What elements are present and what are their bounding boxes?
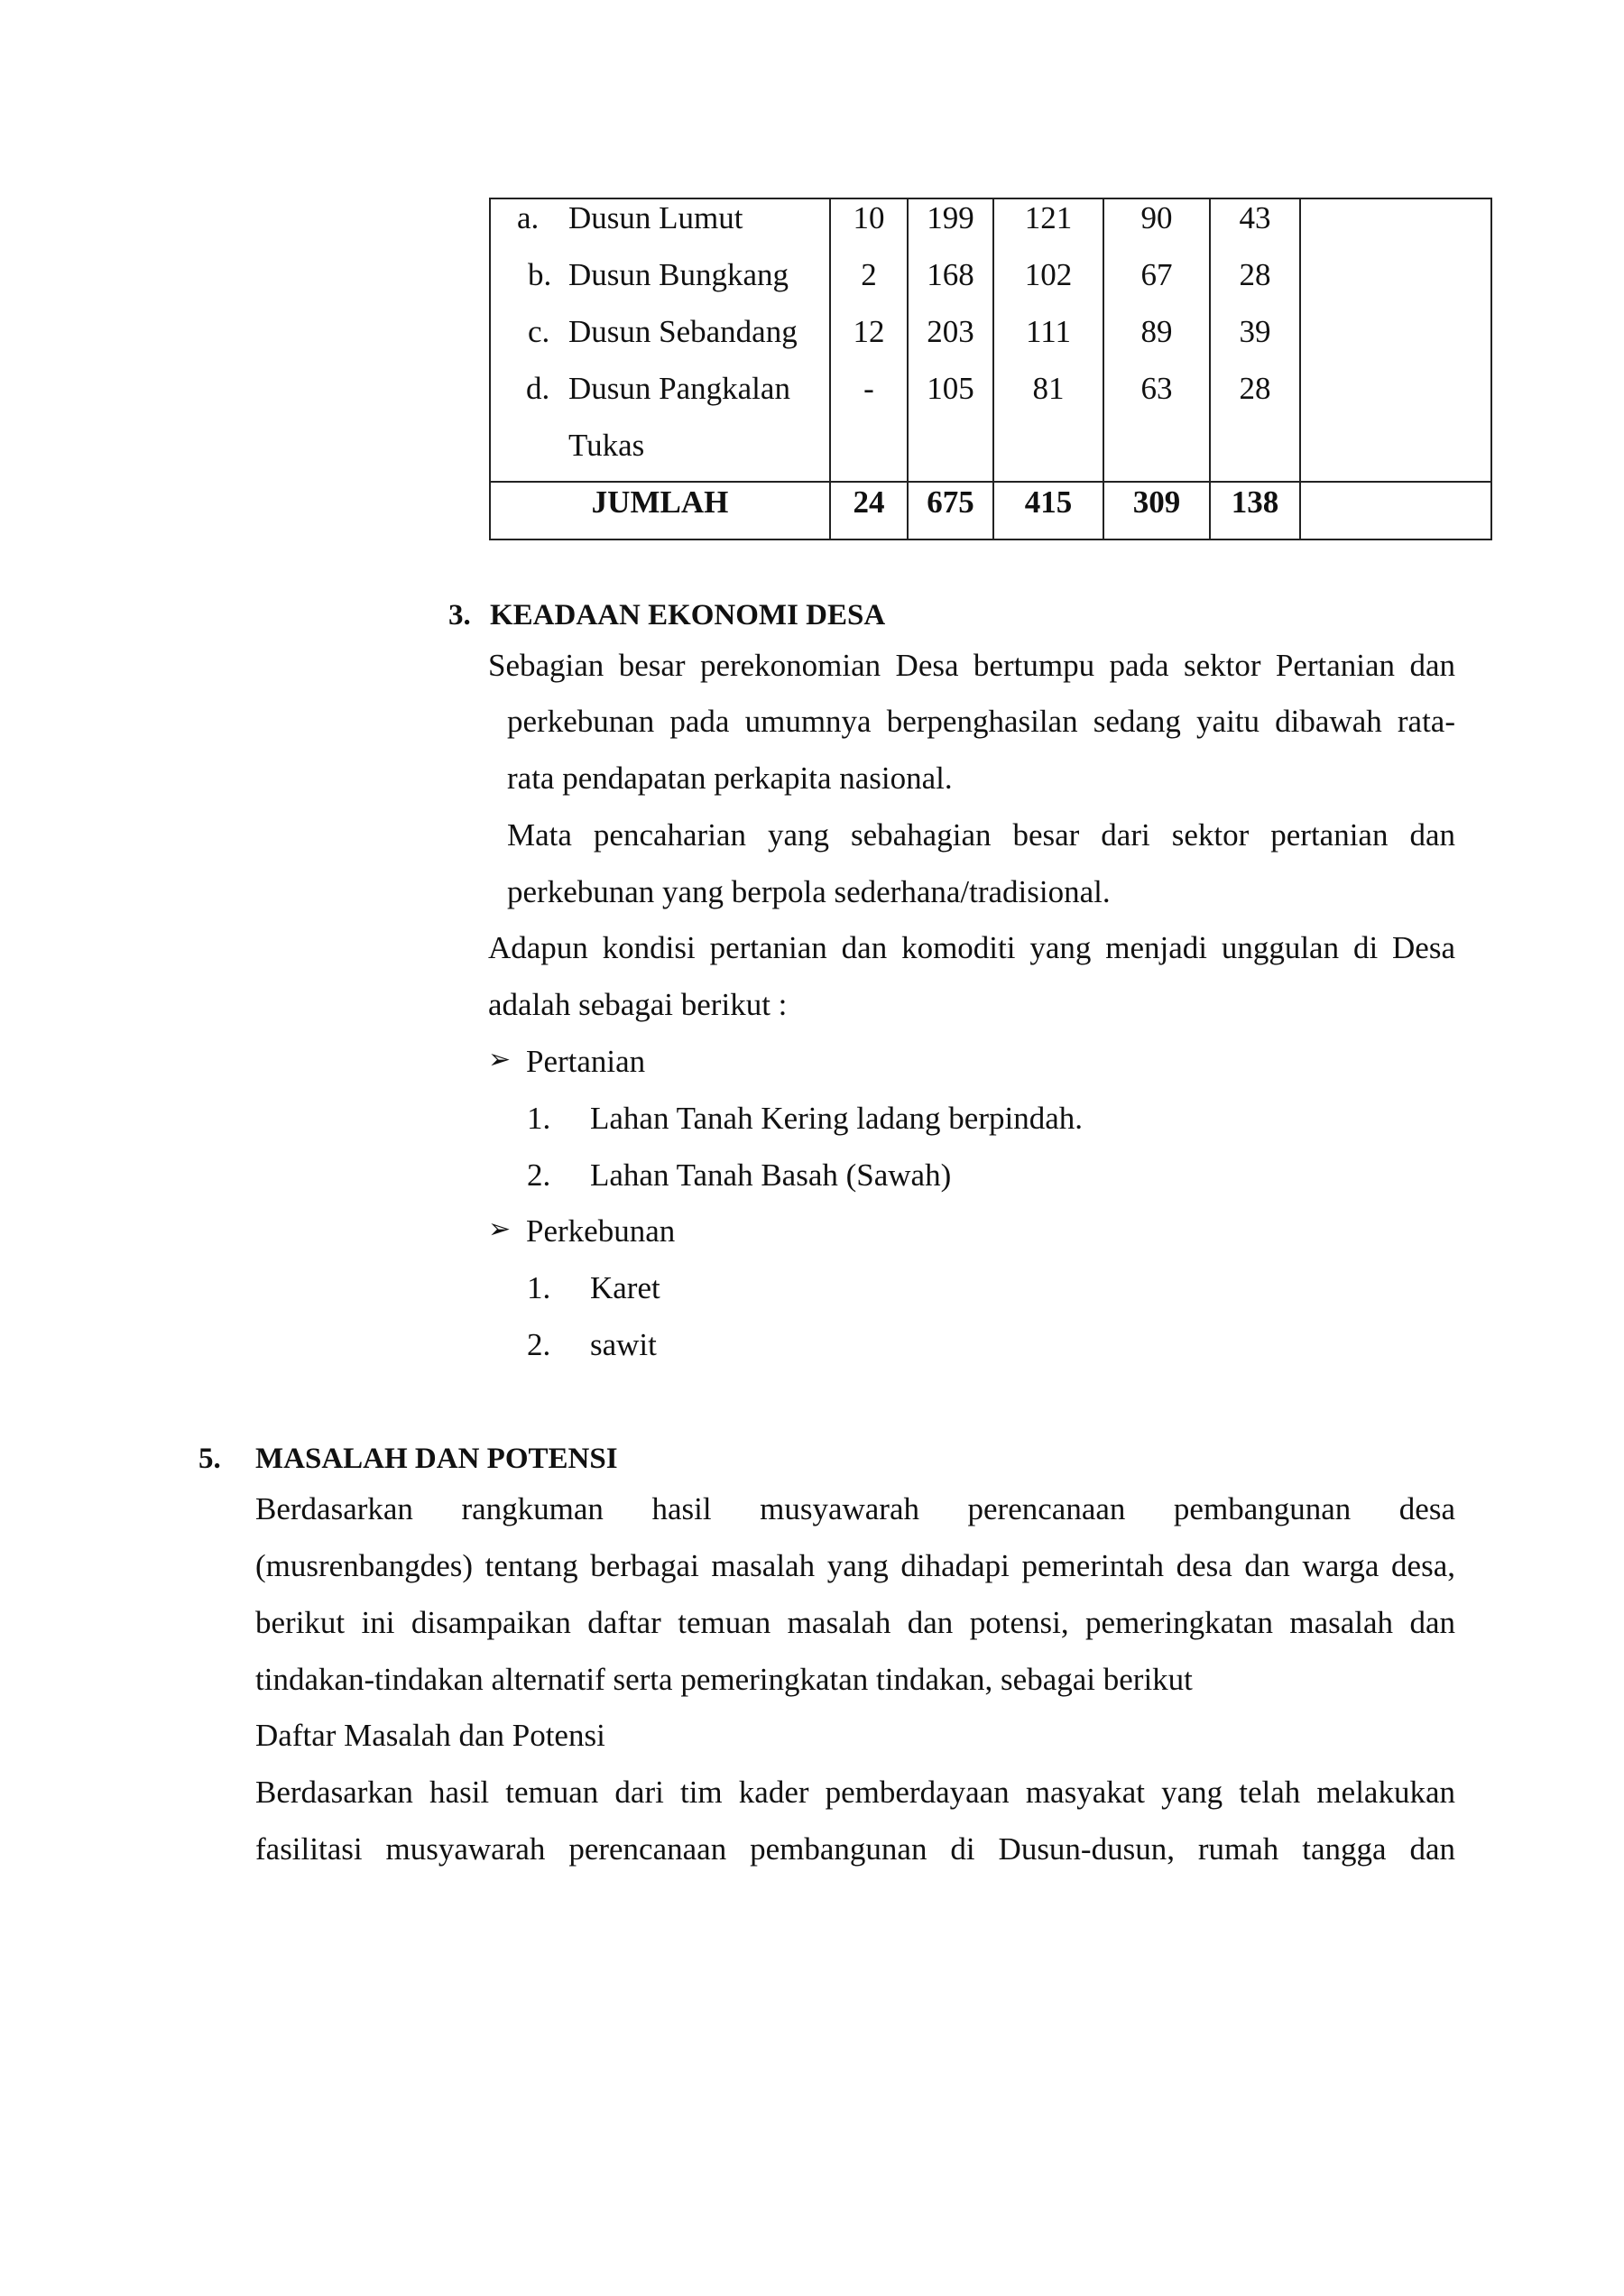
table-cell: 67 xyxy=(1140,257,1173,292)
paragraph-line: Berdasarkan hasil temuan dari tim kader pemberdayaan masyakat yang telah melakukan xyxy=(255,1775,1455,1810)
list-item-number: 2. xyxy=(527,1157,551,1193)
list-item-number: 2. xyxy=(527,1327,551,1362)
table-divider xyxy=(1299,198,1301,540)
list-item: Lahan Tanah Kering ladang berpindah. xyxy=(590,1101,1084,1136)
table-cell: 12 xyxy=(853,314,885,349)
table-cell: 309 xyxy=(1132,484,1181,520)
paragraph-line: Berdasarkan rangkuman hasil musyawarah perencanaan pembangunan desa xyxy=(255,1491,1455,1526)
table-cell: 415 xyxy=(1024,484,1073,520)
table-cell: 199 xyxy=(927,200,974,235)
table-cell: 138 xyxy=(1231,484,1279,520)
table-cell: 24 xyxy=(853,484,885,520)
row-name: Dusun Pangkalan xyxy=(568,371,790,406)
arrow-bullet-icon: ➢ xyxy=(488,1213,512,1245)
table-cell: 168 xyxy=(927,257,974,292)
paragraph-line: perkebunan pada umumnya berpenghasilan sedang yaitu dibawah rata- xyxy=(507,704,1455,739)
table-cell: 203 xyxy=(927,314,974,349)
section-title: MASALAH DAN POTENSI xyxy=(255,1443,618,1475)
list-item-number: 1. xyxy=(527,1101,551,1136)
table-cell: 121 xyxy=(1024,200,1073,235)
bullet-label: Perkebunan xyxy=(526,1213,676,1249)
row-letter: d. xyxy=(526,371,550,406)
table-cell: 2 xyxy=(861,257,877,292)
table-cell: 28 xyxy=(1239,257,1271,292)
paragraph-line: adalah sebagai berikut : xyxy=(488,987,788,1022)
row-letter: b. xyxy=(528,257,552,292)
table-cell: 675 xyxy=(927,484,974,520)
table-cell: 39 xyxy=(1239,314,1271,349)
list-item-number: 1. xyxy=(527,1270,551,1305)
paragraph-line: berikut ini disampaikan daftar temuan masalah dan potensi, pemeringkatan masalah dan xyxy=(255,1605,1455,1640)
subheading: Daftar Masalah dan Potensi xyxy=(255,1718,605,1753)
table-cell: 43 xyxy=(1239,200,1271,235)
table-cell: 10 xyxy=(853,200,885,235)
section-number: 3. xyxy=(448,599,471,632)
section-title: KEADAAN EKONOMI DESA xyxy=(490,599,886,632)
table-cell: 90 xyxy=(1140,200,1173,235)
section-number: 5. xyxy=(198,1443,221,1475)
paragraph-line: tindakan-tindakan alternatif serta pemeringkatan tindakan, sebagai berikut xyxy=(255,1662,1193,1697)
paragraph-line: Adapun kondisi pertanian dan komoditi yang menjadi unggulan di Desa xyxy=(488,930,1455,965)
row-letter: a. xyxy=(517,200,540,235)
row-name: Dusun Lumut xyxy=(568,200,743,235)
paragraph-line: Sebagian besar perekonomian Desa bertumpu pada sektor Pertanian dan xyxy=(488,648,1455,683)
total-label: JUMLAH xyxy=(591,484,729,520)
table-cell: 81 xyxy=(1032,371,1065,406)
table-cell: 28 xyxy=(1239,371,1271,406)
paragraph-line: perkebunan yang berpola sederhana/tradisional. xyxy=(507,874,1111,909)
table-cell: 89 xyxy=(1140,314,1173,349)
paragraph-line: Mata pencaharian yang sebahagian besar dari sektor pertanian dan xyxy=(507,817,1455,853)
row-name-continuation: Tukas xyxy=(568,428,645,463)
list-item: Lahan Tanah Basah (Sawah) xyxy=(590,1157,952,1193)
row-letter: c. xyxy=(528,314,550,349)
bullet-label: Pertanian xyxy=(526,1044,646,1079)
arrow-bullet-icon: ➢ xyxy=(488,1044,512,1075)
table-cell: - xyxy=(863,371,874,406)
table-cell: 63 xyxy=(1140,371,1173,406)
list-item: sawit xyxy=(590,1327,657,1362)
table-cell: 111 xyxy=(1026,314,1071,349)
paragraph-line: (musrenbangdes) tentang berbagai masalah yang dihadapi pemerintah desa dan warga desa, xyxy=(255,1548,1455,1583)
paragraph-line: fasilitasi musyawarah perencanaan pembangunan di Dusun-dusun, rumah tangga dan xyxy=(255,1831,1455,1867)
row-name: Dusun Sebandang xyxy=(568,314,798,349)
table-divider xyxy=(489,481,1492,483)
list-item: Karet xyxy=(590,1270,660,1305)
row-name: Dusun Bungkang xyxy=(568,257,789,292)
table-cell: 105 xyxy=(927,371,974,406)
table-cell: 102 xyxy=(1024,257,1073,292)
paragraph-line: rata pendapatan perkapita nasional. xyxy=(507,761,953,796)
